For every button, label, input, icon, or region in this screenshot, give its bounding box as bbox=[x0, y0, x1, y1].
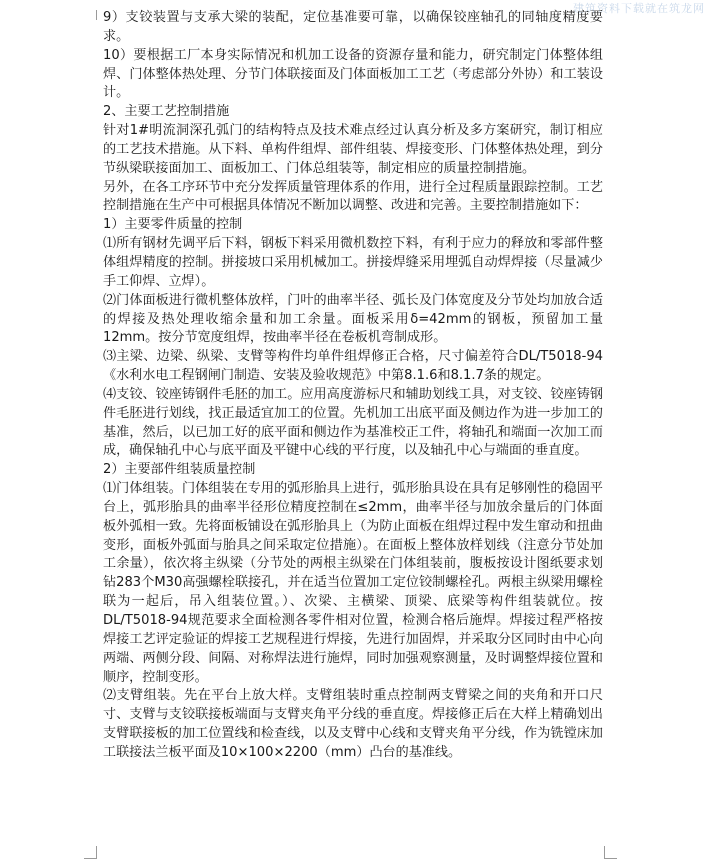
paragraph-assembly-1: ⑴门体组装。门体组装在专用的弧形胎具上进行，弧形胎具设在具有足够刚性的稳固平台上，弧形胎具的曲率半径形位精度控制在≤2mm，曲率半径与加放余量后的门体面板外弧相一致。先将面板铺设在弧形胎具上（为防止面板在组焊过程中发生窜动和扭曲变形，面板外弧面与胎具之间采取定位措施）。在面板上整体放样划线（注意分节处加工余量），依次将主纵梁（分节处的两根主纵梁在门体组装前，腹板按设计图纸要求划钻283个M30高强螺栓联接孔，并在适当位置加工定位铰制螺栓孔。两根主纵梁用螺栓联为一起后，吊入组装位置。）、次梁、主横梁、顶梁、底梁等构件组装就位。按DL/T5018-94规范要求全面检测各零件相对位置，检测合格后施焊。焊接过程严格按焊接工艺评定验证的焊接工艺规程进行焊接，先进行加固焊，并采取分区同时由中心向两端、两侧分段、间隔、对称焊法进行施焊，同时加强观察测量，及时调整焊接位置和顺序，控制变形。 bbox=[103, 481, 603, 685]
section-heading-process-control: 2、主要工艺控制措施 bbox=[103, 104, 230, 120]
subheading-parts-quality: 1）主要零件质量的控制 bbox=[103, 217, 243, 233]
paragraph-parts-1: ⑴所有钢材先调平后下料，钢板下料采用微机数控下料，有利于应力的释放和零部件整体组焊精度的控制。拼接坡口采用机械加工。拼接焊缝采用埋弧自动焊焊接（尽量减少手工仰焊、立焊）。 bbox=[103, 236, 603, 289]
crop-mark-bottom-left bbox=[84, 846, 97, 859]
paragraph-item-10: 10）要根据工厂本身实际情况和机加工设备的资源存量和能力，研究制定门体整体组焊、门体整体热处理、分节门体联接面及门体面板加工工艺（考虑部分外协）和工装设计。 bbox=[103, 47, 603, 101]
paragraph-parts-3: ⑶主梁、边梁、纵梁、支臂等构件均单件组焊修正合格，尺寸偏差符合DL/T5018-94《水利水电工程钢闸门制造、安装及验收规范》中第8.1.6和8.1.7条的规定。 bbox=[103, 349, 603, 384]
paragraph-parts-4: ⑷支铰、铰座铸钢件毛胚的加工。应用高度游标尺和辅助划线工具，对支铰、铰座铸钢件毛胚进行划线，找正最适宜加工的位置。先机加工出底平面及侧边作为进一步加工的基准，然后，以已加工好的底平面和侧边作为基准校正工件，将轴孔和端面一次加工而成，确保轴孔中心与底平面及平键中心线的平行度，以及轴孔中心与端面的垂直度。 bbox=[103, 386, 603, 459]
subheading-assembly-quality: 2）主要部件组装质量控制 bbox=[103, 462, 256, 478]
paragraph-intro: 针对1#明流洞深孔弧门的结构特点及技术难点经过认真分析及多方案研究，制订相应的工艺技术措施。从下料、单构件组焊、部件组装、焊接变形、门体整体热处理，到分节纵梁联接面加工、面板加工、门体总组装等，制定相应的质量控制措施。 bbox=[103, 123, 603, 176]
paragraph-assembly-2: ⑵支臂组装。先在平台上放大样。支臂组装时重点控制两支臂梁之间的夹角和开口尺寸、支臂与支铰联接板端面与支臂夹角平分线的垂直度。焊接修正后在大样上精确划出支臂联接板的加工位置线和检查线，以及支臂中心线和支臂夹角平分线，作为铣镗床加工联接法兰板平面及10×100×2200（mm）凸台的基准线。 bbox=[103, 688, 603, 760]
paragraph-parts-2: ⑵门体面板进行微机整体放样，门叶的曲率半径、弧长及门体宽度及分节处均加放合适的焊接及热处理收缩余量和加工余量。面板采用δ=42mm的钢板，预留加工量12mm。按分节宽度组焊，按曲率半径在卷板机弯制成形。 bbox=[103, 292, 603, 346]
paragraph-additional: 另外，在各工序环节中充分发挥质量管理体系的作用，进行全过程质量跟踪控制。工艺控制措施在生产中可根据具体情况不断加以调整、改进和完善。主要控制措施如下： bbox=[103, 179, 603, 214]
document-body bbox=[103, 9, 603, 763]
watermark-text: 建筑资料下载就在筑龙网 bbox=[573, 2, 705, 15]
paragraph-item-9: 9）支铰装置与支承大梁的装配，定位基准要可靠，以确保铰座轴孔的同轴度精度要求。 bbox=[103, 10, 603, 44]
crop-mark-bottom-right bbox=[604, 846, 617, 859]
crop-mark-top-left bbox=[84, 10, 97, 20]
